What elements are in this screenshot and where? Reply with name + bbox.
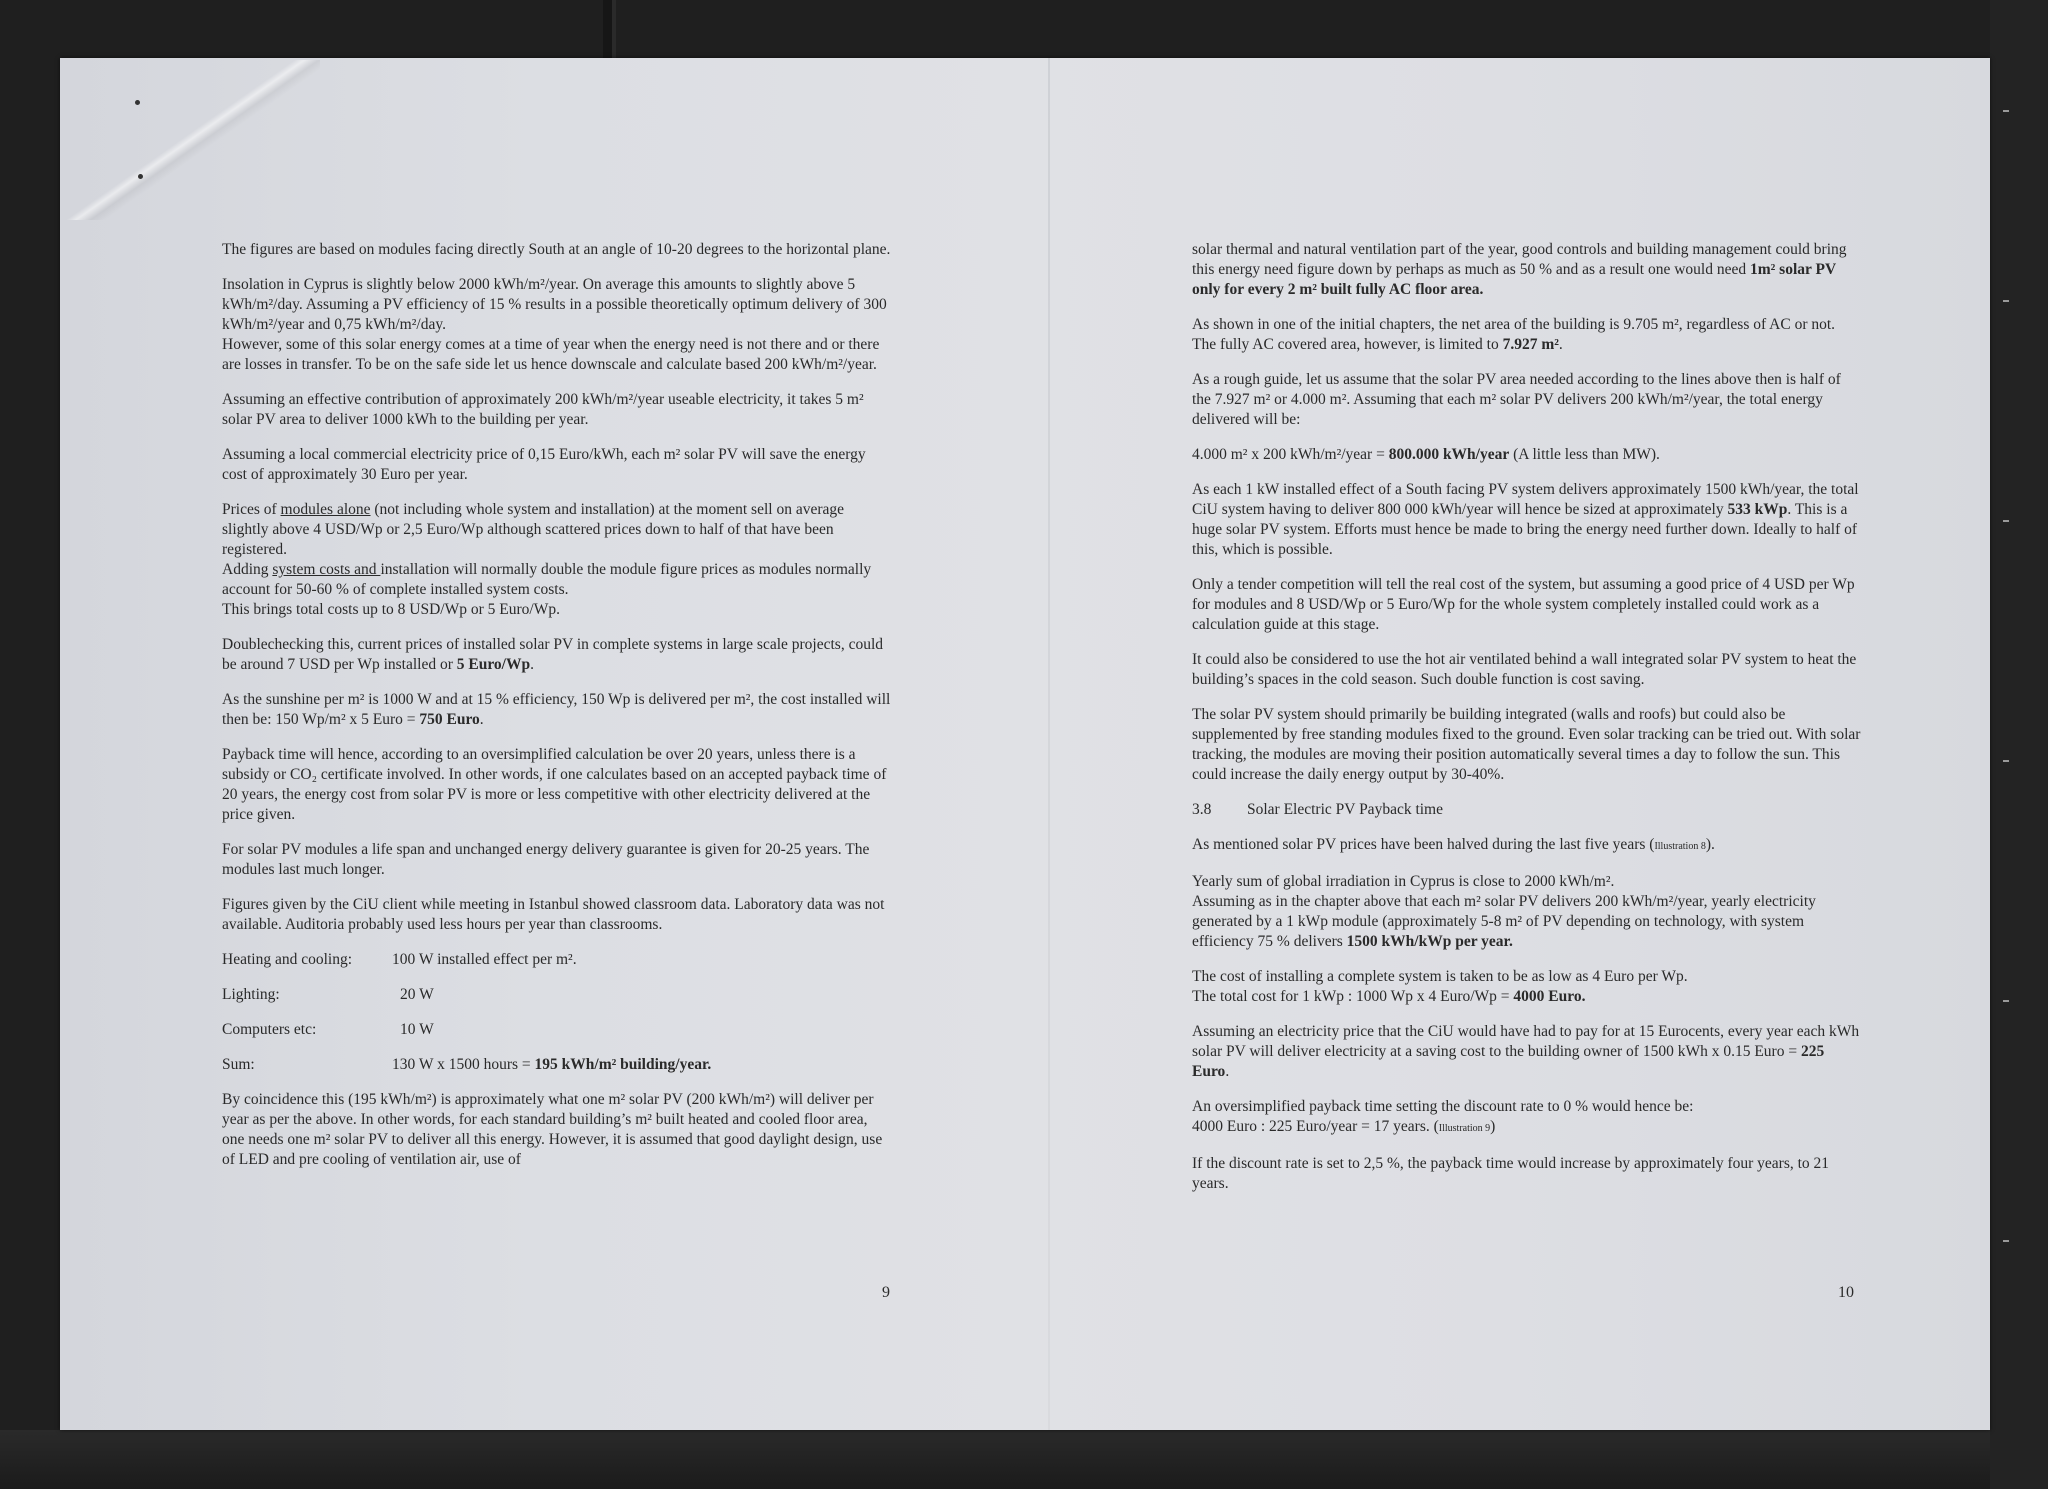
- text: .: [1225, 1063, 1230, 1080]
- text: ).: [1705, 836, 1715, 853]
- text: Doublechecking this, current prices of installed solar PV in complete systems in large scale projects, could be around 7 USD per Wp installed or: [222, 636, 884, 673]
- paragraph: [1192, 1097, 1862, 1139]
- edge-mark: [2003, 520, 2009, 522]
- paragraph: [222, 275, 892, 375]
- bold-text: 5 Euro/Wp: [456, 656, 531, 673]
- text: Insolation in Cyprus is slightly below 2000 kWh/m²/year. On average this amounts to slightly above 5 kWh/m²/day. Assuming a PV efficiency of 15 % results in a possible theoretically optimum delivery of 300 kWh/m²/year and 0,75 kWh/m²/day.: [222, 276, 887, 333]
- row-value: 100 W installed effect per m².: [392, 951, 577, 968]
- text: As the sunshine per m² is 1000 W and at 15 % efficiency, 150 Wp is delivered per m², the cost installed will then be: 150 Wp/m² x 5 Euro =: [222, 691, 891, 728]
- bold-text: 225 Euro: [1192, 1043, 1825, 1080]
- row-label: Heating and cooling:: [222, 951, 352, 968]
- paragraph: [1192, 1022, 1862, 1082]
- row-value: [392, 1055, 892, 1075]
- underlined-text: system costs and: [272, 561, 381, 578]
- bold-text: 7.927 m²: [1502, 336, 1559, 353]
- load-row-heating: [222, 950, 892, 970]
- section-heading: [1192, 800, 1862, 820]
- text: Assuming as in the chapter above that each m² solar PV delivers 200 kWh/m²/year, yearly electricity generated by a 1 kWp module (approximately 5-8 m² of PV depending on technology, with system efficiency 75 % delivers: [1192, 893, 1816, 950]
- edge-mark: [2003, 1240, 2009, 1242]
- row-value: 10 W: [400, 1021, 434, 1038]
- paragraph: The solar PV system should primarily be building integrated (walls and roofs) but could also be supplemented by free standing modules fixed to the ground. Even solar tracking can be tried out. With solar tracking, the modules are moving their position automatically several times a day to follow the sun. This could increase the daily energy output by 30-40%.: [1192, 706, 1861, 783]
- paragraph: [1192, 835, 1862, 857]
- page-number-left: 9: [882, 1284, 890, 1301]
- text: solar thermal and natural ventilation part of the year, good controls and building management could bring this energy need figure down by perhaps as much as 50 % and as a result one would need: [1192, 241, 1847, 278]
- row-label: Sum:: [222, 1056, 255, 1073]
- edge-mark: [2003, 1000, 2009, 1002]
- text: (A little less than MW).: [1509, 446, 1660, 463]
- row-label: Computers etc:: [222, 1021, 317, 1038]
- text: As each 1 kW installed effect of a South facing PV system delivers approximately 1500 kWh/year, the total CiU system having to deliver 800 000 kWh/year will hence be sized at approximately: [1192, 481, 1859, 518]
- load-row-computers: [222, 1020, 892, 1040]
- paragraph: [1192, 240, 1862, 300]
- paragraph: For solar PV modules a life span and unchanged energy delivery guarantee is given for 20-25 years. The modules last much longer.: [222, 841, 870, 878]
- punch-hole: [138, 174, 143, 179]
- text: ): [1490, 1118, 1496, 1135]
- section-number: 3.8: [1192, 801, 1212, 818]
- text: Adding: [222, 561, 273, 578]
- text: This brings total costs up to 8 USD/Wp or 5 Euro/Wp.: [222, 601, 560, 618]
- bold-text: 4000 Euro.: [1513, 988, 1586, 1005]
- paragraph: Assuming a local commercial electricity price of 0,15 Euro/kWh, each m² solar PV will save the energy cost of approximately 30 Euro per year.: [222, 446, 866, 483]
- text: installation will normally double the module figure prices as modules normally account for 50-60 % of complete installed system costs.: [222, 561, 872, 598]
- paragraph: [222, 635, 892, 675]
- bold-text: 800.000 kWh/year: [1388, 446, 1510, 463]
- punch-hole: [135, 100, 140, 105]
- paragraph: Figures given by the CiU client while meeting in Istanbul showed classroom data. Laboratory data was not available. Auditoria probably used less hours per year than classrooms.: [222, 896, 885, 933]
- background-right-edge: [1990, 0, 2048, 1489]
- left-page: [222, 240, 892, 1185]
- illustration-reference: Illustration 8: [1654, 841, 1706, 852]
- paragraph: [1192, 872, 1862, 952]
- text: An oversimplified payback time setting the discount rate to 0 % would hence be:: [1192, 1098, 1694, 1115]
- illustration-reference: Illustration 9: [1438, 1123, 1491, 1134]
- bold-text: 1500 kWh/kWp per year.: [1346, 933, 1513, 950]
- paragraph: By coincidence this (195 kWh/m²) is approximately what one m² solar PV (200 kWh/m²) will deliver per year as per the above. In other words, for each standard building’s m² built heated and cooled floor area, one needs one m² solar PV to deliver all this energy. However, it is assumed that good daylight design, use of LED and pre cooling of ventilation air, use of: [222, 1091, 883, 1168]
- paragraph: Only a tender competition will tell the real cost of the system, but assuming a good price of 4 USD per Wp for modules and 8 USD/Wp or 5 Euro/Wp for the whole system completely installed could work as a calculation guide at this stage.: [1192, 576, 1855, 633]
- edge-mark: [2003, 300, 2009, 302]
- paragraph: [1192, 480, 1862, 560]
- paragraph: [222, 500, 892, 620]
- text: .: [530, 656, 534, 673]
- paragraph: Assuming an effective contribution of approximately 200 kWh/m²/year useable electricity, it takes 5 m² solar PV area to deliver 1000 kWh to the building per year.: [222, 391, 864, 428]
- paper-crease: [60, 60, 320, 220]
- underlined-text: modules alone: [280, 501, 371, 518]
- text: As shown in one of the initial chapters, the net area of the building is 9.705 m², regardless of AC or not. The fully AC covered area, however, is limited to: [1192, 316, 1836, 353]
- text: 4.000 m² x 200 kWh/m²/year =: [1192, 446, 1389, 463]
- bold-text: 533 kWp: [1727, 501, 1788, 518]
- load-row-sum: [222, 1055, 892, 1075]
- text: The cost of installing a complete system is taken to be as low as 4 Euro per Wp.: [1192, 968, 1688, 985]
- text: .: [479, 711, 484, 728]
- text: Yearly sum of global irradiation in Cyprus is close to 2000 kWh/m².: [1192, 873, 1615, 890]
- bold-text: 195 kWh/m² building/year.: [534, 1056, 712, 1073]
- right-page: [1192, 240, 1862, 1209]
- center-fold: [1048, 58, 1050, 1430]
- load-row-lighting: [222, 985, 892, 1005]
- paragraph: Payback time will hence, according to an oversimplified calculation be over 20 years, unless there is a subsidy or CO₂ certificate involved. In other words, if one calculates based on an accepted payback time of 20 years, the energy cost from solar PV is more or less competitive with other electricity delivered at the price given.: [222, 746, 887, 823]
- text: . This is a huge solar PV system. Efforts must hence be made to bring the energy need further down. Ideally to half of this, which is possible.: [1192, 501, 1858, 558]
- paragraph: If the discount rate is set to 2,5 %, the payback time would increase by approximately four years, to 21 years.: [1192, 1155, 1830, 1192]
- text: .: [1558, 336, 1563, 353]
- paragraph: [1192, 967, 1862, 1007]
- text: 130 W x 1500 hours =: [392, 1056, 535, 1073]
- background-bottom: [0, 1430, 2048, 1489]
- text: The total cost for 1 kWp : 1000 Wp x 4 Euro/Wp =: [1192, 988, 1514, 1005]
- paragraph: As a rough guide, let us assume that the solar PV area needed according to the lines above then is half of the 7.927 m² or 4.000 m². Assuming that each m² solar PV delivers 200 kWh/m²/year, the total energy delivered will be:: [1192, 371, 1841, 428]
- text: 4000 Euro : 225 Euro/year = 17 years. (: [1192, 1118, 1439, 1135]
- paragraph: The figures are based on modules facing directly South at an angle of 10-20 degrees to the horizontal plane.: [222, 241, 891, 258]
- text: As mentioned solar PV prices have been halved during the last five years (: [1192, 836, 1655, 853]
- text: Assuming an electricity price that the CiU would have had to pay for at 15 Eurocents, every year each kWh solar PV will deliver electricity at a saving cost to the building owner of 1500 kWh x 0.15 Euro =: [1192, 1023, 1860, 1060]
- text: Prices of: [222, 501, 281, 518]
- text: However, some of this solar energy comes at a time of year when the energy need is not there and or there are losses in transfer. To be on the safe side let us hence downscale and calculate based 200 kWh/m²/year.: [222, 336, 880, 373]
- edge-mark: [2003, 110, 2009, 112]
- bold-text: 1m² solar PV only for every 2 m² built fully AC floor area.: [1192, 261, 1836, 298]
- paragraph: [222, 690, 892, 730]
- paragraph: It could also be considered to use the hot air ventilated behind a wall integrated solar PV system to heat the building’s spaces in the cold season. Such double function is cost saving.: [1192, 651, 1857, 688]
- paragraph: [1192, 315, 1862, 355]
- row-label: Lighting:: [222, 986, 280, 1003]
- section-title: Solar Electric PV Payback time: [1247, 801, 1443, 818]
- page-number-right: 10: [1838, 1284, 1854, 1301]
- bold-text: 750 Euro: [419, 711, 480, 728]
- text: (not including whole system and installation) at the moment sell on average slightly above 4 USD/Wp or 2,5 Euro/Wp although scattered prices down to half of that have been registered.: [222, 501, 845, 558]
- paragraph: [1192, 445, 1862, 465]
- edge-mark: [2003, 760, 2009, 762]
- row-value: 20 W: [400, 986, 434, 1003]
